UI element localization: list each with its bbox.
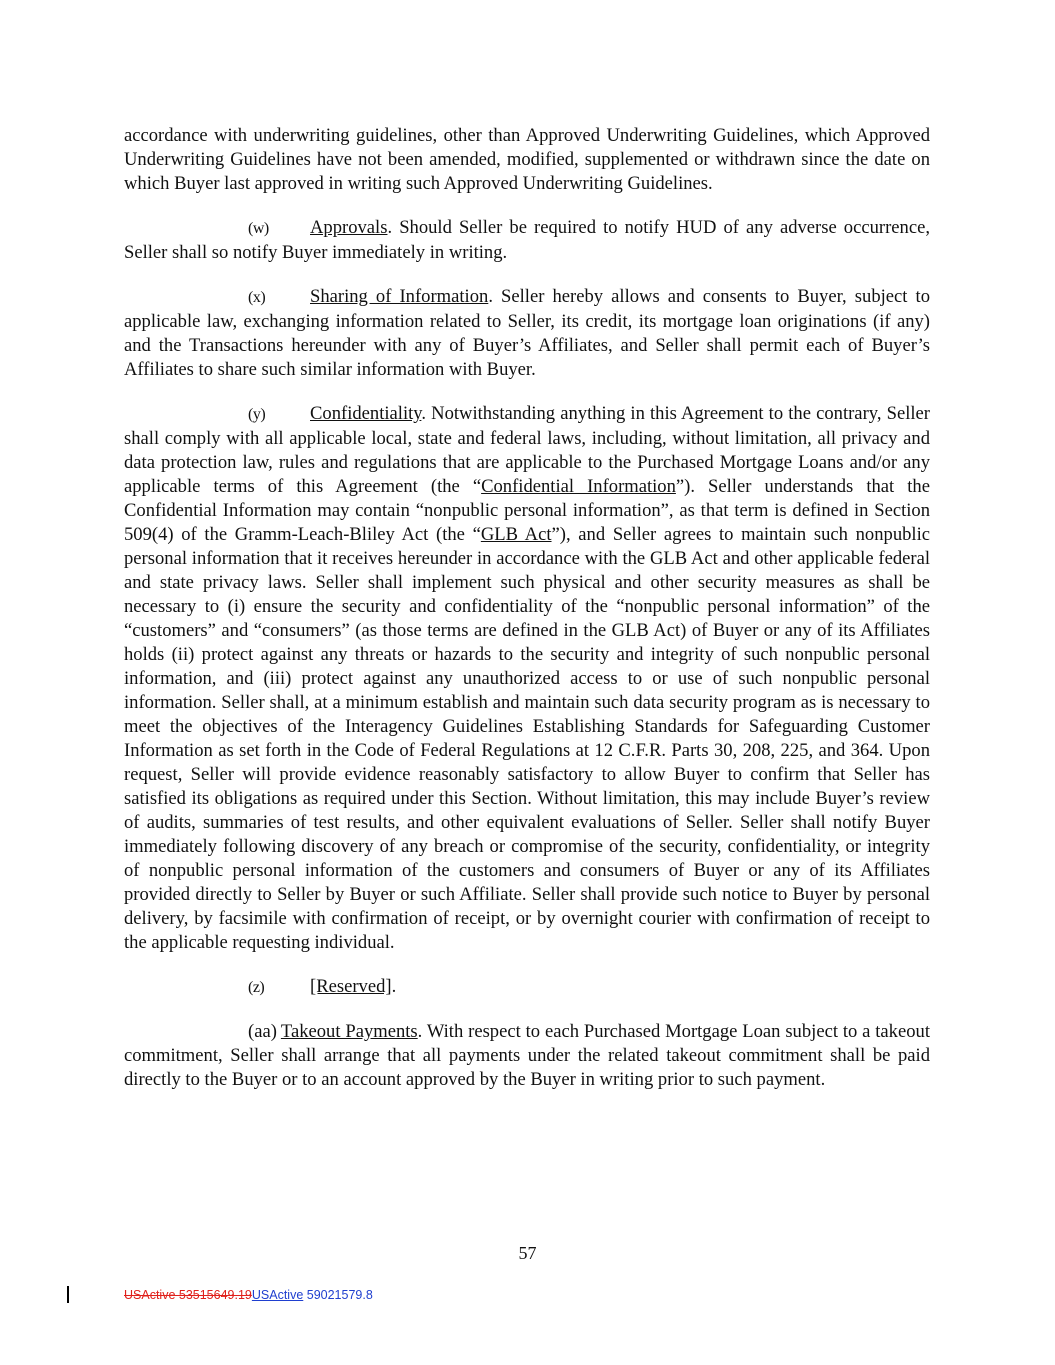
- section-marker-w: (w): [248, 220, 269, 237]
- paragraph-intro-text: accordance with underwriting guidelines, other than Approved Underwriting Guidelines, which Approved Underwriting Guidelines have not been amended, modified, supplemented or withdrawn since the date on which Buyer last approved in writing such Approved Underwriting Guidelines.: [124, 125, 930, 194]
- paragraph-x-text: . Seller hereby allows and consents to Buyer, subject to applicable law, exchanging information related to Seller, its credit, its mortgage loan originations (if any) and the Transactions hereunder with any of Buyer’s Affiliates, and Seller shall permit each of Buyer’s Affiliates to share such similar information with Buyer.: [124, 286, 930, 380]
- section-marker-z: (z): [248, 979, 265, 996]
- section-marker-y: (y): [248, 406, 266, 423]
- defined-term-glb-act: GLB Act: [480, 524, 552, 545]
- paragraph-y-text-2: ”). Seller understands that the Confidential Information may contain “nonpublic personal information”, as that term is defined in Section 509(4) of the Gramm-Leach-Bliley Act (the “: [124, 476, 930, 545]
- heading-approvals: Approvals: [310, 217, 388, 238]
- document-body: [124, 124, 930, 1112]
- paragraph-y-text-3: ”), and Seller agrees to maintain such nonpublic personal information that it receives hereunder in accordance with the GLB Act and other applicable federal and state privacy laws. Seller shall implement such physical and other security measures as shall be necessary to (i) ensure the security and confidentiality of the “nonpublic personal information” of the “customers” and “consumers” (as those terms are defined in the GLB Act) of Buyer or any of its Affiliates holds (ii) protect against any threats or hazards to the security and integrity of such nonpublic personal information, and (iii) protect against any unauthorized access to or use of such nonpublic personal information. Seller shall, at a minimum establish and maintain such data security program as is necessary to meet the objectives of the Interagency Guidelines Establishing Standards for Safeguarding Customer Information as set forth in the Code of Federal Regulations at 12 C.F.R. Parts 30, 208, 225, and 364. Upon request, Seller will provide evidence reasonably satisfactory to allow Buyer to confirm that Seller has satisfied its obligations as required under this Section. Without limitation, this may include Buyer’s review of audits, summaries of test results, and other equivalent evaluations of Seller. Seller shall notify Buyer immediately following discovery of any breach or compromise of the security, confidentiality, or integrity of nonpublic personal information of the customers and consumers of Buyer or any of its Affiliates provided directly to Seller by Buyer or such Affiliate. Seller shall provide such notice to Buyer by personal delivery, by facsimile with confirmation of receipt, or by overnight courier with confirmation of receipt to the applicable requesting individual.: [124, 524, 930, 953]
- heading-sharing-of-information: Sharing of Information: [310, 286, 489, 307]
- footer-deleted-id: USActive 53515649.19: [124, 1288, 252, 1302]
- paragraph-aa-takeout-payments: [124, 1020, 930, 1092]
- heading-confidentiality: Confidentiality: [310, 403, 422, 424]
- footer-inserted-label: USActive: [251, 1288, 304, 1302]
- section-marker-aa: (aa): [248, 1021, 277, 1042]
- paragraph-w-approvals: [124, 216, 930, 265]
- paragraph-x-sharing-of-information: [124, 285, 930, 382]
- footer-inserted-number: 59021579.8: [303, 1288, 373, 1302]
- paragraph-w-text: . Should Seller be required to notify HUD of any adverse occurrence, Seller shall so notify Buyer immediately in writing.: [124, 217, 930, 263]
- paragraph-intro: [124, 124, 930, 196]
- paragraph-aa-text: . With respect to each Purchased Mortgage Loan subject to a takeout commitment, Seller shall arrange that all payments under the related takeout commitment shall be paid directly to the Buyer or to an account approved by the Buyer in writing prior to such payment.: [124, 1021, 930, 1090]
- page-number: 57: [518, 1243, 537, 1263]
- paragraph-z-reserved: [124, 975, 930, 1000]
- paragraph-z-text: .: [391, 976, 397, 997]
- footer-document-id: [124, 1287, 373, 1303]
- paragraph-y-confidentiality: [124, 402, 930, 955]
- heading-reserved: [Reserved]: [310, 976, 392, 997]
- heading-takeout-payments: Takeout Payments: [280, 1021, 418, 1042]
- section-marker-x: (x): [248, 289, 266, 306]
- change-bar: [67, 1286, 69, 1303]
- defined-term-confidential-information: Confidential Information: [481, 476, 676, 497]
- paragraph-y-text-1: . Notwithstanding anything in this Agreement to the contrary, Seller shall comply with all applicable local, state and federal laws, including, without limitation, all privacy and data protection law, rules and regulations that are applicable to the Purchased Mortgage Loans and/or any applicable terms of this Agreement (the “: [124, 403, 930, 497]
